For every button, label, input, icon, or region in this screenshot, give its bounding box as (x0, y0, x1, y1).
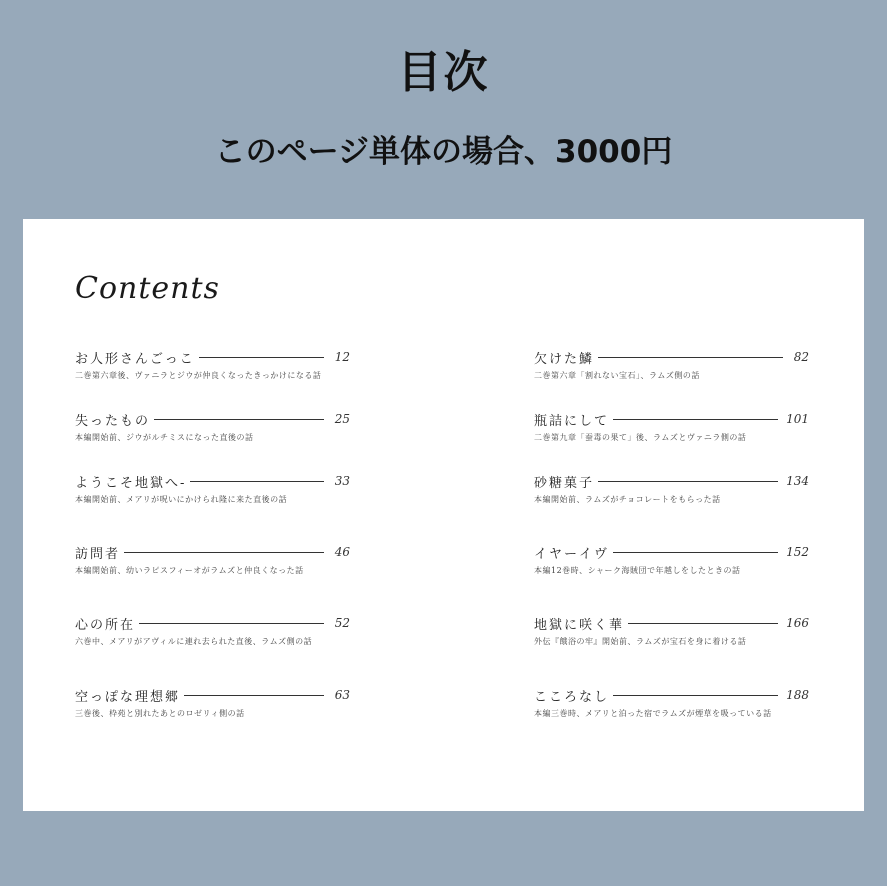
toc-entry (75, 410, 350, 443)
toc-entry (534, 614, 809, 647)
toc-leader-line (613, 552, 778, 553)
toc-entry-description: 外伝『餓浴の牢』開始前、ラムズが宝石を身に着ける話 (534, 637, 747, 646)
toc-entry-page: 166 (786, 616, 809, 630)
toc-entry-page: 46 (334, 545, 350, 559)
toc-leader-line (154, 419, 324, 420)
toc-entry-description: 本編三巻時、メアリと泊った宿でラムズが煙草を吸っている話 (534, 709, 772, 718)
toc-entry-description: 六巻中、メアリがアヴィルに連れ去られた直後、ラムズ側の話 (75, 637, 313, 646)
toc-entry-page: 25 (334, 412, 350, 426)
toc-entry (534, 686, 809, 719)
toc-entry-description: 二巻第九章「蚕毒の果て」後、ラムズとヴァニラ側の話 (534, 433, 747, 442)
toc-entry-title: 心の所在 (75, 617, 136, 633)
toc-entry-description: 本編開始前、ラムズがチョコレートをもらった話 (534, 495, 721, 504)
toc-entry-page: 12 (334, 350, 350, 364)
toc-entry-description: 二巻第六章「割れない宝石」、ラムズ側の話 (534, 371, 700, 380)
toc-entry-description: 二巻第六章後、ヴァニラとジウが仲良くなったきっかけになる話 (75, 371, 322, 380)
toc-entry-page: 134 (786, 474, 809, 488)
toc-entry-page: 101 (786, 412, 809, 426)
toc-entry-title: 欠けた鱗 (534, 351, 595, 367)
toc-entry-description: 三巻後、枠苑と別れたあとのロゼリィ側の話 (75, 709, 245, 718)
toc-entry (534, 472, 809, 505)
toc-entry-page: 63 (334, 688, 350, 702)
toc-entry-page: 152 (786, 545, 809, 559)
toc-entry (534, 348, 809, 381)
price-subtitle: このページ単体の場合、3000円 (214, 134, 673, 170)
toc-leader-line (199, 357, 324, 358)
toc-entry (75, 614, 350, 647)
toc-entry-title: 失ったもの (75, 413, 151, 429)
toc-entry-page: 82 (793, 350, 809, 364)
toc-entry-title: 瓶詰にして (534, 413, 610, 429)
toc-leader-line (628, 623, 778, 624)
toc-entry-title: こころなし (534, 689, 610, 705)
toc-entry-title: ようこそ地獄へ- (75, 475, 187, 491)
toc-leader-line (139, 623, 324, 624)
page-title: 目次 (397, 47, 490, 98)
toc-entry (75, 543, 350, 576)
toc-entry-page: 52 (334, 616, 350, 630)
toc-leader-line (598, 357, 783, 358)
toc-leader-line (598, 481, 778, 482)
contents-heading: Contents (75, 271, 220, 306)
contents-page (23, 219, 864, 811)
toc-leader-line (190, 481, 324, 482)
toc-entry-description: 本編12巻時、シャーク海賊団で年越しをしたときの話 (534, 566, 741, 575)
toc-leader-line (124, 552, 324, 553)
toc-entry-title: 地獄に咲く華 (534, 617, 625, 633)
toc-entry-title: イヤーイヴ (534, 546, 610, 562)
toc-entry-description: 本編開始前、ジウがルチミスになった直後の話 (75, 433, 254, 442)
toc-entry-page: 188 (786, 688, 809, 702)
toc-leader-line (613, 695, 778, 696)
toc-entry-page: 33 (334, 474, 350, 488)
toc-entry-description: 本編開始前、幼いラピスフィーオがラムズと仲良くなった話 (75, 566, 304, 575)
toc-entry-title: 訪問者 (75, 546, 121, 562)
toc-entry-description: 本編開始前、メアリが呪いにかけられ隆に来た直後の話 (75, 495, 288, 504)
toc-leader-line (613, 419, 778, 420)
toc-entry (534, 543, 809, 576)
toc-entry (75, 686, 350, 719)
toc-entry (534, 410, 809, 443)
toc-entry-title: 空っぽな理想郷 (75, 689, 181, 705)
toc-entry (75, 472, 350, 505)
toc-entry-title: お人形さんごっこ (75, 351, 195, 367)
toc-entry-title: 砂糖菓子 (534, 475, 595, 491)
toc-entry (75, 348, 350, 381)
toc-leader-line (184, 695, 324, 696)
